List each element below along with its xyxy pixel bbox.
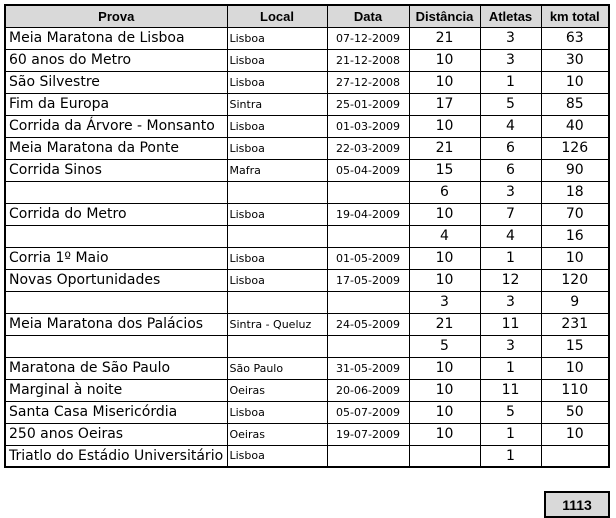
cell-local: Lisboa — [227, 71, 327, 93]
cell-atletas: 1 — [480, 445, 541, 467]
cell-distancia: 4 — [409, 225, 480, 247]
cell-data: 07-12-2009 — [327, 27, 409, 49]
cell-distancia: 10 — [409, 357, 480, 379]
cell-prova — [5, 335, 227, 357]
cell-prova: São Silvestre — [5, 71, 227, 93]
table-body — [5, 27, 609, 467]
cell-distancia: 17 — [409, 93, 480, 115]
cell-distancia — [409, 445, 480, 467]
cell-prova: Meia Maratona de Lisboa — [5, 27, 227, 49]
cell-distancia: 21 — [409, 137, 480, 159]
cell-data — [327, 181, 409, 203]
cell-prova: Corrida do Metro — [5, 203, 227, 225]
cell-km-total: 10 — [541, 247, 609, 269]
cell-prova: Maratona de São Paulo — [5, 357, 227, 379]
cell-data: 01-05-2009 — [327, 247, 409, 269]
cell-atletas: 12 — [480, 269, 541, 291]
cell-local — [227, 181, 327, 203]
table-row — [5, 401, 609, 423]
cell-prova: Meia Maratona da Ponte — [5, 137, 227, 159]
cell-data: 31-05-2009 — [327, 357, 409, 379]
table-row — [5, 203, 609, 225]
cell-prova: Fim da Europa — [5, 93, 227, 115]
cell-data: 25-01-2009 — [327, 93, 409, 115]
cell-atletas: 5 — [480, 93, 541, 115]
cell-local — [227, 291, 327, 313]
cell-km-total: 70 — [541, 203, 609, 225]
cell-distancia: 10 — [409, 423, 480, 445]
cell-km-total: 18 — [541, 181, 609, 203]
cell-prova: Corrida da Árvore - Monsanto — [5, 115, 227, 137]
table-row — [5, 247, 609, 269]
cell-data: 21-12-2008 — [327, 49, 409, 71]
table-row — [5, 225, 609, 247]
table-row — [5, 137, 609, 159]
cell-km-total: 15 — [541, 335, 609, 357]
cell-local: Oeiras — [227, 379, 327, 401]
cell-atletas: 3 — [480, 49, 541, 71]
table-row — [5, 27, 609, 49]
cell-local: São Paulo — [227, 357, 327, 379]
cell-distancia: 10 — [409, 71, 480, 93]
cell-atletas: 3 — [480, 291, 541, 313]
cell-prova — [5, 225, 227, 247]
cell-local: Oeiras — [227, 423, 327, 445]
cell-local: Lisboa — [227, 203, 327, 225]
cell-km-total: 63 — [541, 27, 609, 49]
cell-data: 20-06-2009 — [327, 379, 409, 401]
table-row — [5, 313, 609, 335]
cell-data: 24-05-2009 — [327, 313, 409, 335]
cell-prova — [5, 291, 227, 313]
table-row — [5, 71, 609, 93]
table-row — [5, 423, 609, 445]
header-atletas: Atletas — [480, 5, 541, 27]
cell-distancia: 15 — [409, 159, 480, 181]
total-box — [544, 491, 610, 518]
cell-local: Lisboa — [227, 49, 327, 71]
cell-local: Lisboa — [227, 137, 327, 159]
header-local: Local — [227, 5, 327, 27]
cell-local: Lisboa — [227, 445, 327, 467]
cell-data — [327, 225, 409, 247]
table-row — [5, 335, 609, 357]
cell-km-total: 120 — [541, 269, 609, 291]
cell-data: 19-04-2009 — [327, 203, 409, 225]
cell-distancia: 3 — [409, 291, 480, 313]
cell-data: 05-04-2009 — [327, 159, 409, 181]
cell-atletas: 3 — [480, 335, 541, 357]
cell-data: 22-03-2009 — [327, 137, 409, 159]
cell-atletas: 7 — [480, 203, 541, 225]
cell-local: Lisboa — [227, 115, 327, 137]
cell-distancia: 21 — [409, 27, 480, 49]
cell-local: Sintra — [227, 93, 327, 115]
cell-distancia: 10 — [409, 269, 480, 291]
race-table — [4, 4, 610, 468]
header-prova: Prova — [5, 5, 227, 27]
spreadsheet — [4, 4, 610, 513]
cell-km-total: 50 — [541, 401, 609, 423]
cell-atletas: 3 — [480, 181, 541, 203]
cell-local — [227, 335, 327, 357]
cell-km-total: 10 — [541, 71, 609, 93]
cell-prova: Santa Casa Misericórdia — [5, 401, 227, 423]
cell-km-total: 126 — [541, 137, 609, 159]
table-row — [5, 291, 609, 313]
cell-local: Mafra — [227, 159, 327, 181]
cell-local: Sintra - Queluz — [227, 313, 327, 335]
cell-data: 17-05-2009 — [327, 269, 409, 291]
cell-local — [227, 225, 327, 247]
cell-atletas: 3 — [480, 27, 541, 49]
cell-atletas: 1 — [480, 247, 541, 269]
cell-atletas: 6 — [480, 137, 541, 159]
table-row — [5, 115, 609, 137]
cell-local: Lisboa — [227, 401, 327, 423]
cell-data: 01-03-2009 — [327, 115, 409, 137]
cell-local: Lisboa — [227, 269, 327, 291]
cell-atletas: 4 — [480, 225, 541, 247]
cell-km-total: 10 — [541, 423, 609, 445]
cell-atletas: 1 — [480, 357, 541, 379]
table-row — [5, 269, 609, 291]
cell-km-total: 110 — [541, 379, 609, 401]
table-row — [5, 181, 609, 203]
cell-distancia: 21 — [409, 313, 480, 335]
cell-data — [327, 445, 409, 467]
cell-prova — [5, 181, 227, 203]
table-row — [5, 159, 609, 181]
cell-prova: 250 anos Oeiras — [5, 423, 227, 445]
table-row — [5, 379, 609, 401]
cell-distancia: 10 — [409, 49, 480, 71]
cell-prova: Meia Maratona dos Palácios — [5, 313, 227, 335]
cell-atletas: 5 — [480, 401, 541, 423]
cell-data — [327, 335, 409, 357]
cell-distancia: 10 — [409, 203, 480, 225]
cell-local: Lisboa — [227, 27, 327, 49]
cell-km-total: 16 — [541, 225, 609, 247]
cell-prova: Corrida Sinos — [5, 159, 227, 181]
cell-km-total: 30 — [541, 49, 609, 71]
cell-atletas: 1 — [480, 423, 541, 445]
cell-prova: Marginal à noite — [5, 379, 227, 401]
total-value: 1113 — [545, 492, 609, 517]
cell-atletas: 11 — [480, 313, 541, 335]
cell-local: Lisboa — [227, 247, 327, 269]
cell-distancia: 10 — [409, 247, 480, 269]
cell-distancia: 10 — [409, 401, 480, 423]
header-row — [5, 5, 609, 27]
cell-prova: Triatlo do Estádio Universitário — [5, 445, 227, 467]
table-row — [5, 445, 609, 467]
table-row — [5, 49, 609, 71]
cell-distancia: 10 — [409, 115, 480, 137]
cell-km-total: 40 — [541, 115, 609, 137]
cell-km-total: 90 — [541, 159, 609, 181]
cell-km-total: 10 — [541, 357, 609, 379]
table-row — [5, 93, 609, 115]
cell-prova: Novas Oportunidades — [5, 269, 227, 291]
cell-data: 05-07-2009 — [327, 401, 409, 423]
cell-prova: Corria 1º Maio — [5, 247, 227, 269]
cell-data: 27-12-2008 — [327, 71, 409, 93]
header-km-total: km total — [541, 5, 609, 27]
cell-distancia: 5 — [409, 335, 480, 357]
cell-km-total — [541, 445, 609, 467]
cell-prova: 60 anos do Metro — [5, 49, 227, 71]
cell-atletas: 4 — [480, 115, 541, 137]
cell-atletas: 11 — [480, 379, 541, 401]
cell-km-total: 9 — [541, 291, 609, 313]
cell-km-total: 231 — [541, 313, 609, 335]
cell-distancia: 10 — [409, 379, 480, 401]
cell-km-total: 85 — [541, 93, 609, 115]
cell-atletas: 1 — [480, 71, 541, 93]
cell-data — [327, 291, 409, 313]
header-distancia: Distância — [409, 5, 480, 27]
header-data: Data — [327, 5, 409, 27]
cell-atletas: 6 — [480, 159, 541, 181]
table-row — [5, 357, 609, 379]
cell-distancia: 6 — [409, 181, 480, 203]
cell-data: 19-07-2009 — [327, 423, 409, 445]
